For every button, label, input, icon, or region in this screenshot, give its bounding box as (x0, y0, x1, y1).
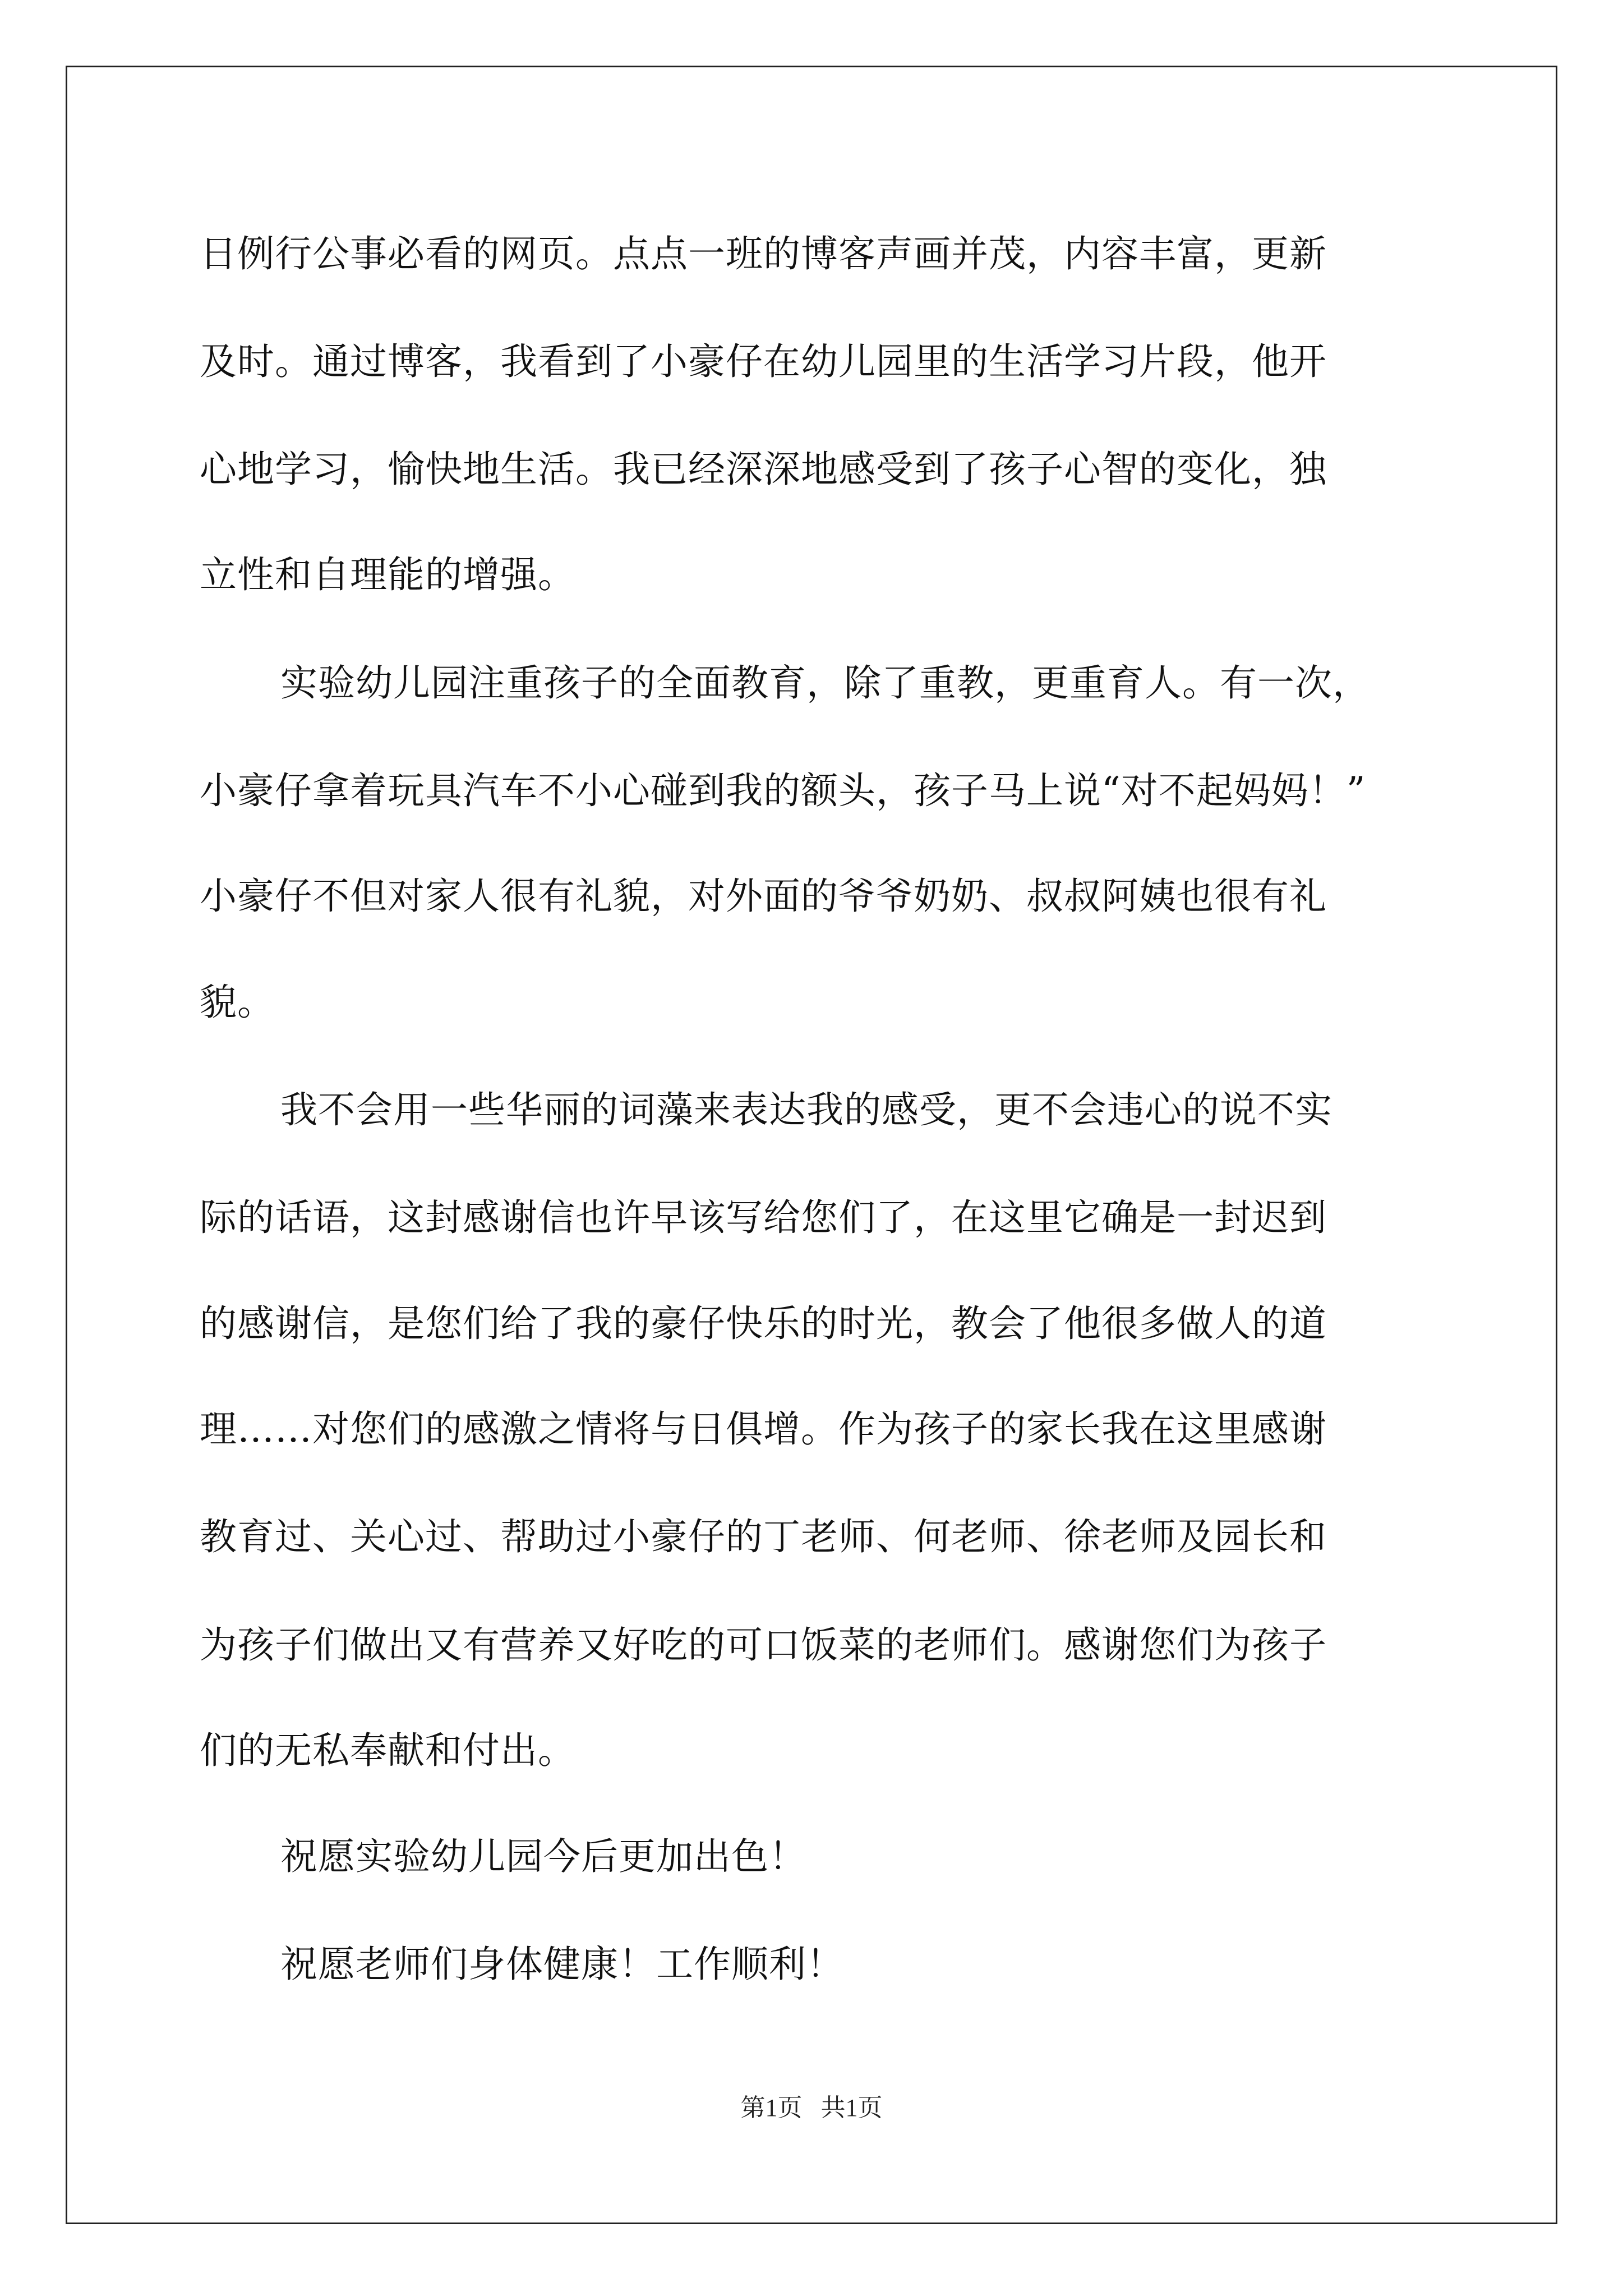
body-text-line: 日例行公事必看的网页。点点一班的博客声画并茂，内容丰富，更新 (200, 232, 1327, 275)
body-text-line: 际的话语，这封感谢信也许早该写给您们了，在这里它确是一封迟到 (200, 1196, 1327, 1239)
paragraph-start-line: 我不会用一些华丽的词藻来表达我的感受，更不会违心的说不实 (280, 1088, 1332, 1131)
body-text-line: 小豪仔拿着玩具汽车不小心碰到我的额头，孩子马上说“对不起妈妈！” (200, 769, 1366, 812)
closing-wish-line: 祝愿实验幼儿园今后更加出色！ (280, 1835, 806, 1878)
body-text-line: 的感谢信，是您们给了我的豪仔快乐的时光，教会了他很多做人的道 (200, 1302, 1327, 1345)
paragraph-start-line: 实验幼儿园注重孩子的全面教育，除了重教，更重育人。有一次， (280, 661, 1370, 705)
body-text-line: 及时。通过博客，我看到了小豪仔在幼儿园里的生活学习片段，他开 (200, 340, 1327, 383)
body-text-line: 貌。 (200, 981, 275, 1024)
body-text-line: 理……对您们的感激之情将与日俱增。作为孩子的家长我在这里感谢 (200, 1407, 1327, 1451)
body-text-line: 小豪仔不但对家人很有礼貌，对外面的爷爷奶奶、叔叔阿姨也很有礼 (200, 875, 1327, 918)
closing-wish-line: 祝愿老师们身体健康！工作顺利！ (280, 1943, 844, 1986)
body-text-line: 为孩子们做出又有营养又好吃的可口饭菜的老师们。感谢您们为孩子 (200, 1623, 1327, 1667)
page-number-footer: 第1页 共1页 (740, 2094, 883, 2122)
body-text-line: 立性和自理能的增强。 (200, 553, 575, 596)
body-text-line: 们的无私奉献和付出。 (200, 1729, 575, 1772)
body-text-line: 心地学习，愉快地生活。我已经深深地感受到了孩子心智的变化，独 (200, 448, 1327, 491)
body-text-line: 教育过、关心过、帮助过小豪仔的丁老师、何老师、徐老师及园长和 (200, 1515, 1327, 1558)
page-border (66, 66, 1557, 2224)
